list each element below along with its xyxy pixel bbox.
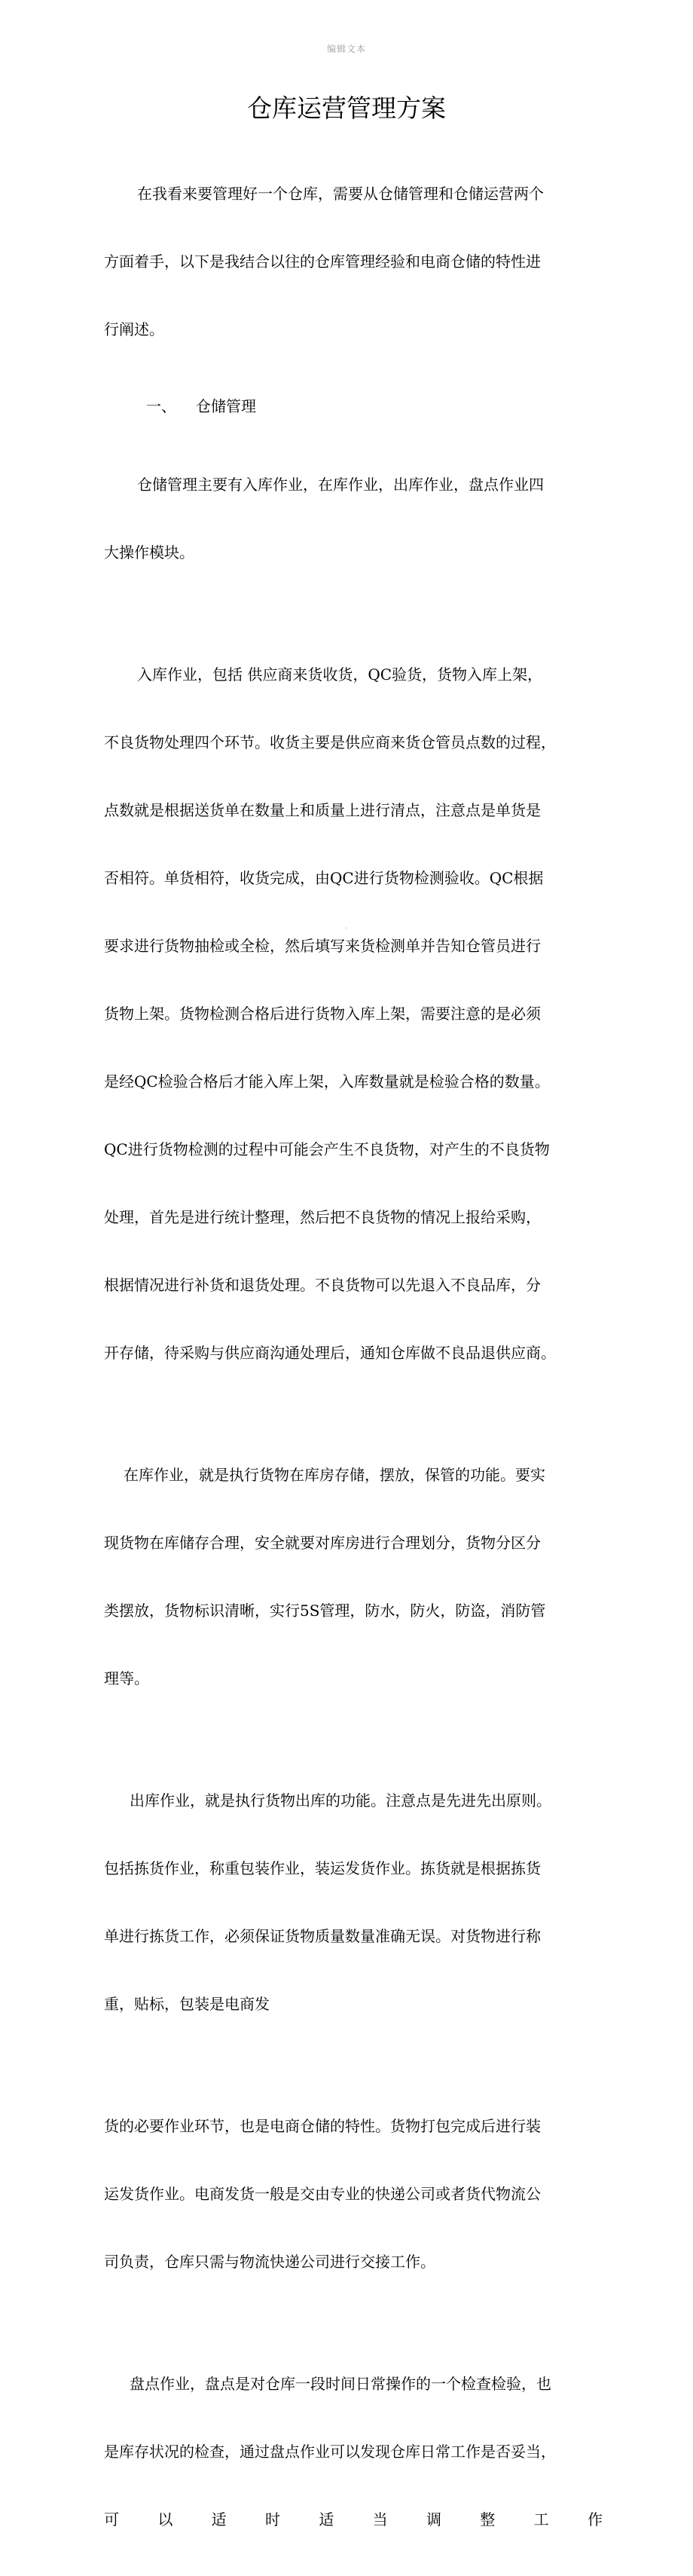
paragraph-line: 要求进行货物抽检或全检，然后填写来货检测单并告知仓管员进行: [104, 937, 541, 955]
paragraph-line: 重，贴标，包装是电商发: [104, 1995, 270, 2013]
paragraph-line: 包括拣货作业，称重包装作业，装运发货作业。拣货就是根据拣货: [104, 1859, 541, 1877]
justified-char: 适: [319, 2510, 334, 2529]
paragraph-inbound: [104, 618, 603, 1409]
paragraph-line: 货的必要作业环节，也是电商仓储的特性。货物打包完成后进行装: [104, 2117, 541, 2135]
paragraph-line: 类摆放，货物标识清晰，实行5S管理，防水，防火，防盗，消防管: [104, 1602, 546, 1620]
paragraph-outbound-continued: [104, 2070, 603, 2318]
paragraph-line: 单进行拣货工作，必须保证货物质量数量准确无误。对货物进行称: [104, 1927, 541, 1945]
paragraph-justified-line: [104, 2508, 603, 2531]
document-body: [104, 137, 603, 2576]
paragraph-line: 处理，首先是进行统计整理，然后把不良货物的情况上报给采购，: [104, 1208, 541, 1226]
justified-char: 时: [264, 2510, 280, 2529]
paragraph-line: 根据情况进行补货和退货处理。不良货物可以先退入不良品库，分: [104, 1276, 541, 1294]
header-watermark-label: 编辑文本: [326, 44, 366, 54]
intro-line: 行阐述。: [104, 320, 164, 338]
document-title: 仓库运营管理方案: [247, 93, 446, 123]
paragraph-line: 运发货作业。电商发货一般是交由专业的快递公司或者货代物流公: [104, 2185, 541, 2203]
justified-char: 整: [480, 2510, 496, 2529]
paragraph-line: QC进行货物检测的过程中可能会产生不良货物，对产生的不良货物: [104, 1140, 550, 1158]
justified-char: 可: [104, 2510, 119, 2529]
paragraph-line: 是经QC检验合格后才能入库上架，入库数量就是检验合格的数量。: [104, 1072, 550, 1091]
paragraph-line: 是库存状况的检查，通过盘点作业可以发现仓库日常工作是否妥当，: [104, 2443, 556, 2461]
footer-dot: .: [345, 922, 348, 931]
paragraph-line: 仓储管理主要有入库作业，在库作业，出库作业，盘点作业四: [137, 476, 544, 494]
justified-char: 适: [211, 2510, 227, 2529]
paragraph-line: 入库作业，包括 供应商来货收货，QC验货，货物入库上架，: [137, 665, 543, 684]
paragraph-line: 盘点作业，盘点是对仓库一段时间日常操作的一个检查检验，也: [130, 2375, 551, 2393]
paragraph-line: 否相符。单货相符，收货完成，由QC进行货物检测验收。QC根据: [104, 869, 544, 887]
paragraph-line: 货物上架。货物检测合格后进行货物入库上架，需要注意的是必须: [104, 1005, 541, 1023]
paragraph-line: 司负责，仓库只需与物流快递公司进行交接工作。: [104, 2253, 435, 2271]
justified-char: 以: [157, 2510, 173, 2529]
paragraph-line: 大操作模块。: [104, 543, 194, 561]
section-heading-text: 仓储管理: [196, 397, 256, 415]
paragraph-line: 理等。: [104, 1669, 149, 1687]
paragraph-stocktaking: [104, 2327, 603, 2576]
paragraph-line: 出库作业，就是执行货物出库的功能。注意点是先进先出原则。: [130, 1791, 551, 1810]
paragraph-line: 开存储，待采购与供应商沟通处理后，通知仓库做不良品退供应商。: [104, 1344, 556, 1362]
justified-char: 调: [426, 2510, 441, 2529]
paragraph-overview: [104, 428, 603, 609]
justified-char: 工: [533, 2510, 549, 2529]
paragraph-in-storage: [104, 1418, 603, 1735]
justified-char: 作: [587, 2510, 603, 2529]
paragraph-outbound: [104, 1744, 603, 2060]
paragraph-line: 现货物在库储存合理，安全就要对库房进行合理划分，货物分区分: [104, 1534, 541, 1552]
justified-char: 当: [372, 2510, 388, 2529]
paragraph-line: 点数就是根据送货单在数量上和质量上进行清点，注意点是单货是: [104, 801, 541, 819]
intro-paragraph: [104, 137, 603, 386]
intro-line: 在我看来要管理好一个仓库，需要从仓储管理和仓储运营两个: [137, 185, 544, 203]
section-heading: [146, 395, 603, 418]
paragraph-line: 不良货物处理四个环节。收货主要是供应商来货仓管员点数的过程，: [104, 733, 556, 751]
section-number: 一、: [146, 397, 176, 415]
intro-line: 方面着手，以下是我结合以往的仓库管理经验和电商仓储的特性进: [104, 252, 541, 271]
paragraph-line: 在库作业，就是执行货物在库房存储，摆放，保管的功能。要实: [124, 1466, 545, 1484]
